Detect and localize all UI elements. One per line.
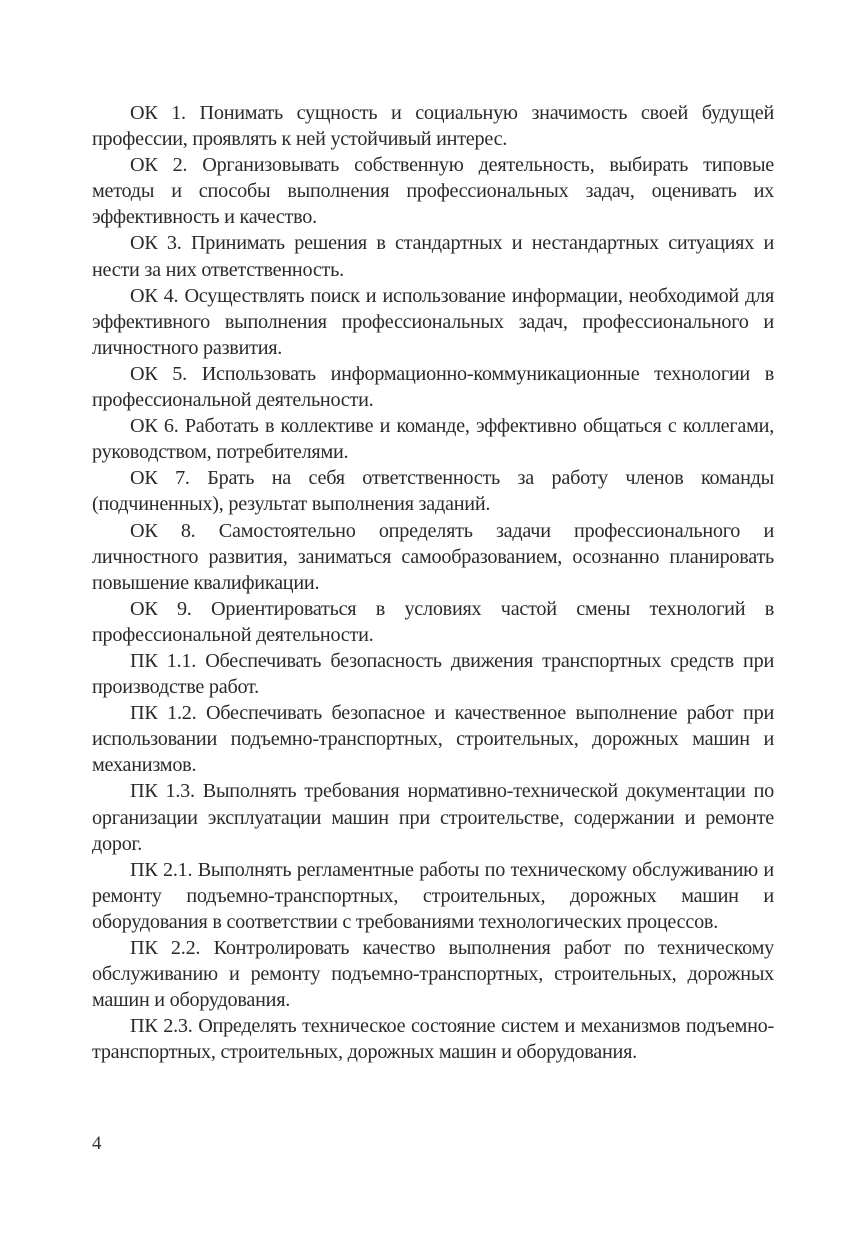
paragraph-pk-2-1: ПК 2.1. Выполнять регламентные работы по техническому обслуживанию и ремонту подъемно-транспортных, строительных, дорожных машин и оборудования в соответствии с требованиями технологических процессов. <box>92 858 774 933</box>
paragraph-ok-1: ОК 1. Понимать сущность и социальную значимость своей будущей профессии, проявлять к ней устойчивый интерес. <box>92 102 774 151</box>
paragraph-ok-3: ОК 3. Принимать решения в стандартных и нестандартных ситуациях и нести за них ответственность. <box>92 232 774 281</box>
paragraph-ok-6: ОК 6. Работать в коллективе и команде, эффективно общаться с коллегами, руководством, потребителями. <box>92 415 774 464</box>
paragraph-pk-1-2: ПК 1.2. Обеспечивать безопасное и качественное выполнение работ при использовании подъемно-транспортных, строительных, дорожных машин и механизмов. <box>92 702 774 777</box>
paragraph-pk-2-2: ПК 2.2. Контролировать качество выполнения работ по техническому обслуживанию и ремонту подъемно-транспортных, строительных, дорожных машин и оборудования. <box>92 937 774 1012</box>
paragraph-pk-2-3: ПК 2.3. Определять техническое состояние систем и механизмов подъемно-транспортных, строительных, дорожных машин и оборудования. <box>92 1015 774 1064</box>
paragraph-ok-9: ОК 9. Ориентироваться в условиях частой смены технологий в профессиональной деятельности. <box>92 597 774 646</box>
paragraph-ok-2: ОК 2. Организовывать собственную деятельность, выбирать типовые методы и способы выполнения профессиональных задач, оценивать их эффективность и качество. <box>92 154 774 229</box>
paragraph-pk-1-1: ПК 1.1. Обеспечивать безопасность движения транспортных средств при производстве работ. <box>92 649 774 699</box>
paragraph-ok-7: ОК 7. Брать на себя ответственность за работу членов команды (подчиненных), результат выполнения заданий. <box>92 467 774 516</box>
paragraph-ok-5: ОК 5. Использовать информационно-коммуникационные технологии в профессиональной деятельности. <box>92 362 774 412</box>
paragraph-ok-8: ОК 8. Самостоятельно определять задачи профессионального и личностного развития, заниматься самообразованием, осознанно планировать повышение квалификации. <box>92 519 774 594</box>
page-number: 4 <box>92 1133 102 1154</box>
competency-list <box>92 100 774 1065</box>
paragraph-pk-1-3: ПК 1.3. Выполнять требования нормативно-технической документации по организации эксплуатации машин при строительстве, содержании и ремонте дорог. <box>92 780 774 855</box>
paragraph-ok-4: ОК 4. Осуществлять поиск и использование информации, необходимой для эффективного выполнения профессиональных задач, профессионального и личностного развития. <box>92 284 774 359</box>
